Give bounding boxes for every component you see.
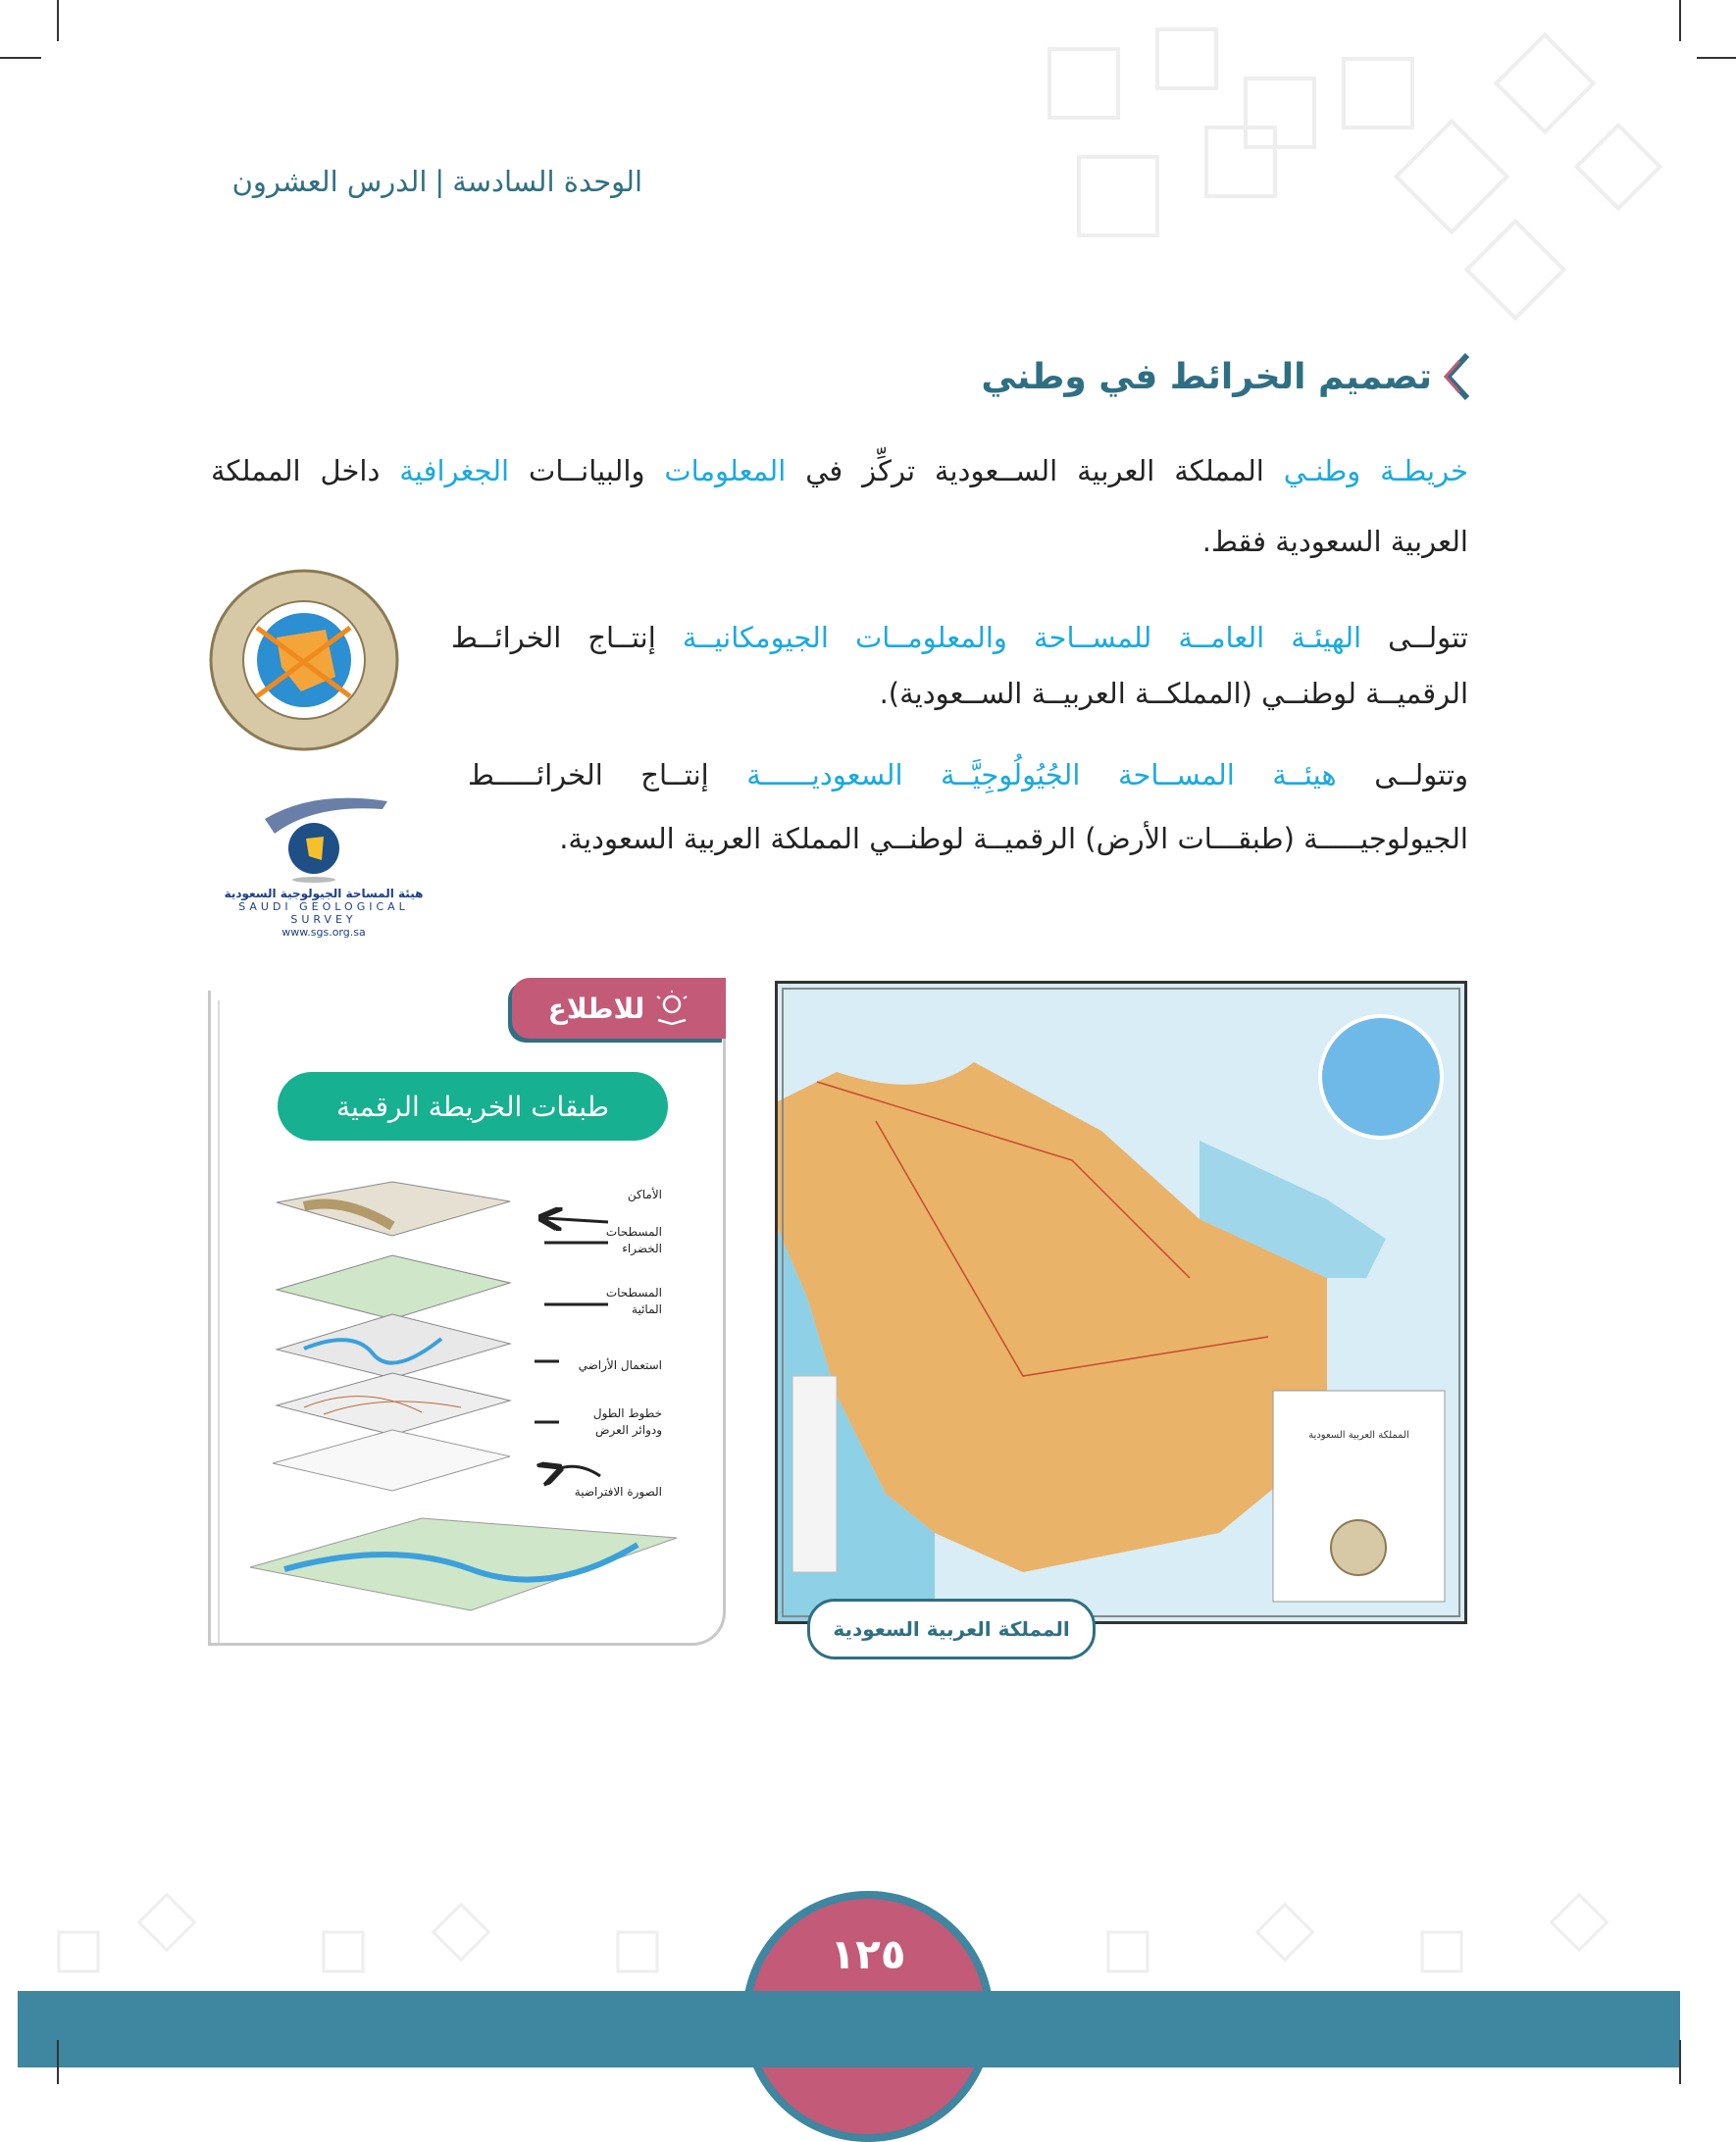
- text: إنتــاج الخرائـــــط: [468, 758, 747, 791]
- text: داخل المملكة: [211, 454, 400, 487]
- layer-label: المسطحات الخضراء: [605, 1225, 662, 1255]
- hl: المعلومات: [664, 454, 787, 487]
- section-title-text: تصميم الخرائط في وطني: [981, 356, 1432, 397]
- saudi-map-graphic: [778, 984, 1464, 1621]
- layer-label: استعمال الأراضي: [578, 1358, 662, 1372]
- hl: الجغرافية: [399, 454, 510, 487]
- hl: الهيئـة العامــة للمســاحة والمعلومــات الجيومكانيــة: [682, 621, 1362, 654]
- layer-grid: [273, 1430, 510, 1491]
- crop-mark: [0, 57, 41, 59]
- unit-lesson-header: الوحدة السادسة|الدرس العشرون: [231, 165, 642, 198]
- text: المملكة العربية الســعودية تركِّز في: [786, 454, 1284, 487]
- text: والبيانــات: [509, 454, 665, 487]
- globe-inset: [1320, 1016, 1442, 1138]
- para1-line1: [211, 454, 1468, 487]
- hl: خريطـة وطنـي: [1283, 454, 1469, 487]
- section-title: [981, 353, 1471, 400]
- layer-label: الصورة الافتراضية: [574, 1485, 662, 1499]
- para3-line2: الجيولوجيـــــة (طبقـــات الأرض) الرقميــة لوطنــي المملكة العربية السعودية.: [559, 822, 1468, 855]
- saudi-geological-survey-logo: [211, 790, 436, 939]
- crop-mark: [57, 2040, 59, 2084]
- layer-label: المسطحات المائية: [605, 1286, 662, 1316]
- lesson-label: الدرس العشرون: [231, 165, 428, 198]
- text: إنتــاج الخرائــط: [451, 621, 683, 654]
- para2-line2: الرقميــة لوطنــي (المملكــة العربيــة الســعودية).: [879, 677, 1468, 710]
- para3-line1: [468, 758, 1468, 791]
- lightbulb-book-icon: [654, 991, 689, 1026]
- layer-label: خطوط الطول ودوائر العرض: [592, 1406, 662, 1437]
- sgs-url: www.sgs.org.sa: [281, 926, 366, 939]
- crop-mark: [57, 0, 59, 41]
- page-number: ١٢٥: [742, 1891, 994, 2142]
- info-badge: [512, 978, 726, 1039]
- text: تتولــى: [1361, 621, 1468, 654]
- legend-title: المملكة العربية السعودية: [1308, 1430, 1409, 1441]
- sgs-globe-icon: [255, 790, 392, 883]
- para2-line1: [451, 621, 1468, 654]
- badge-label: للاطلاع: [547, 992, 645, 1025]
- para1-line2: العربية السعودية فقط.: [1201, 525, 1468, 558]
- crop-mark: [1697, 57, 1736, 59]
- saudi-map: [775, 981, 1467, 1624]
- text: وتتولــى: [1336, 758, 1468, 791]
- map-caption: المملكة العربية السعودية: [807, 1599, 1096, 1659]
- layer-label: الأماكن: [627, 1188, 662, 1201]
- footer-band: [18, 1991, 1680, 2067]
- decorative-squares: [1020, 20, 1697, 324]
- unit-label: الوحدة السادسة: [452, 165, 642, 198]
- crop-mark: [1679, 2040, 1681, 2084]
- hl: هيئــة المســاحة الجُيُولُوجِيَّــة السعوديــــــة: [746, 758, 1337, 791]
- sgs-en-name: SAUDI GEOLOGICAL SURVEY: [238, 900, 409, 926]
- sgs-ar-name: هيئة المساحة الجيولوجية السعودية: [224, 887, 424, 900]
- chevron-icon: [1442, 353, 1471, 400]
- layer-green: [277, 1255, 510, 1319]
- map-layers-title: طبقات الخريطة الرقمية: [278, 1072, 668, 1141]
- geospatial-authority-logo: [208, 569, 400, 751]
